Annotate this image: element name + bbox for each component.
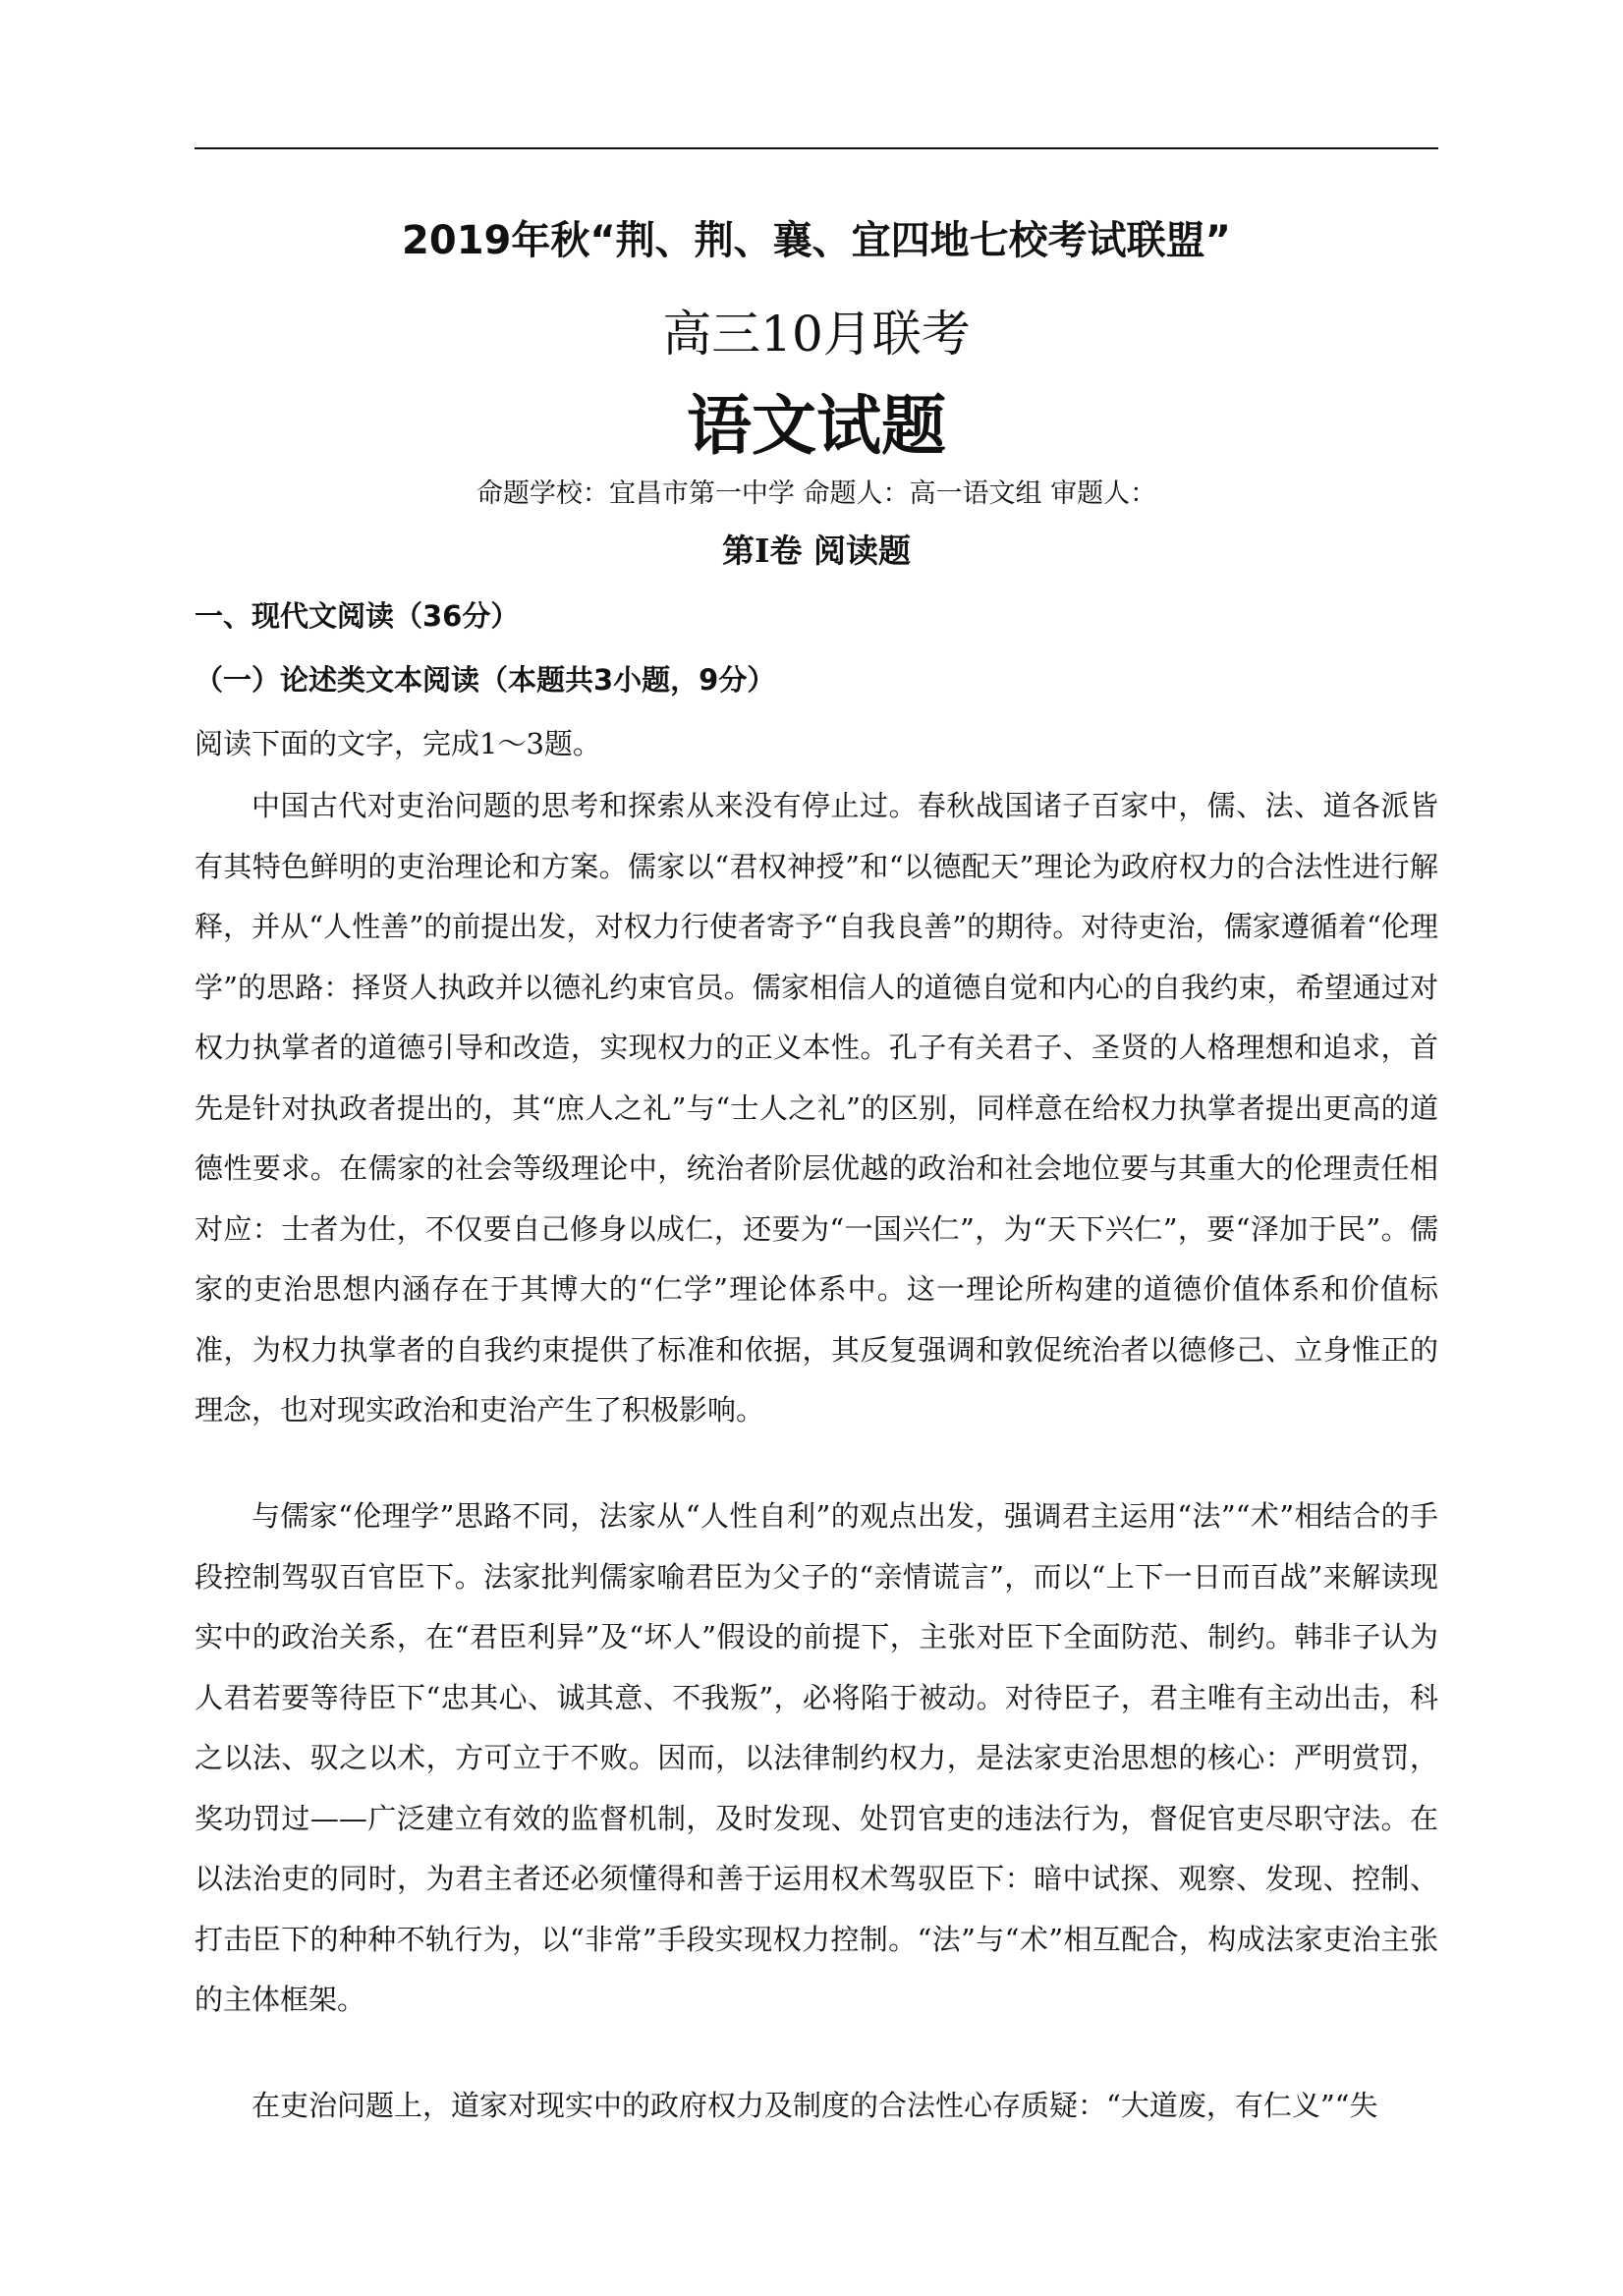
section-heading: 一、现代文阅读（36分） xyxy=(195,599,520,633)
subsection-heading: （一）论述类文本阅读（本题共3小题，9分） xyxy=(195,663,776,697)
reading-instruction: 阅读下面的文字，完成1～3题。 xyxy=(195,727,601,760)
volume-heading: 第Ⅰ卷 阅读题 xyxy=(722,532,911,570)
paragraph-daoist: 在吏治问题上，道家对现实中的政府权力及制度的合法性心存质疑：“大道废，有仁义”“失 xyxy=(252,2089,1378,2122)
subject-title: 语文试题 xyxy=(687,388,946,464)
paragraph-confucian: 中国古代对吏治问题的思考和探索从来没有停止过。春秋战国诸子百家中，儒、法、道各派皆有其特色鲜明的吏治理论和方案。儒家以“君权神授”和“以德配天”理论为政府权力的合法性进行解释，并从“人性善”的前提出发，对权力行使者寄予“自我良善”的期待。对待吏治，儒家遵循着“伦理学”的思路：择贤人执政并以德礼约束官员。儒家相信人的道德自觉和内心的自我约束，希望通过对权力执掌者的道德引导和改造，实现权力的正义本性。孔子有关君子、圣贤的人格理想和追求，首先是针对执政者提出的，其“庶人之礼”与“士人之礼”的区别，同样意在给权力执掌者提出更高的道德性要求。在儒家的社会等级理论中，统治者阶层优越的政治和社会地位要与其重大的伦理责任相对应：士者为仕，不仅要自己修身以成仁，还要为“一国兴仁”，为“天下兴仁”，要“泽加于民”。儒家的吏治思想内涵存在于其博大的“仁学”理论体系中。这一理论所构建的道德价值体系和价值标准，为权力执掌者的自我约束提供了标准和依据，其反复强调和敦促统治者以德修己、立身惟正的理念，也对现实政治和吏治产生了积极影响。 xyxy=(195,789,1438,1427)
credits-line: 命题学校：宜昌市第一中学 命题人：高一语文组 审题人： xyxy=(476,478,1157,509)
exam-alliance-title: 2019年秋“荆、荆、襄、宜四地七校考试联盟” xyxy=(402,218,1231,263)
paragraph-legalist: 与儒家“伦理学”思路不同，法家从“人性自利”的观点出发，强调君主运用“法”“术”相结合的手段控制驾驭百官臣下。法家批判儒家喻君臣为父子的“亲情谎言”，而以“上下一日而百战”来解读现实中的政治关系，在“君臣利异”及“坏人”假设的前提下，主张对臣下全面防范、制约。韩非子认为人君若要等待臣下“忠其心、诚其意、不我叛”，必将陷于被动。对待臣子，君主唯有主动出击，科之以法、驭之以术，方可立于不败。因而，以法律制约权力，是法家吏治思想的核心：严明赏罚，奖功罚过——广泛建立有效的监督机制，及时发现、处罚官吏的违法行为，督促官吏尽职守法。在以法治吏的同时，为君主者还必须懂得和善于运用权术驾驭臣下：暗中试探、观察、发现、控制、打击臣下的种种不轨行为，以“非常”手段实现权力控制。“法”与“术”相互配合，构成法家吏治主张的主体框架。 xyxy=(195,1499,1438,2016)
header-rule xyxy=(195,147,1438,149)
exam-grade-title: 高三10月联考 xyxy=(662,306,971,363)
